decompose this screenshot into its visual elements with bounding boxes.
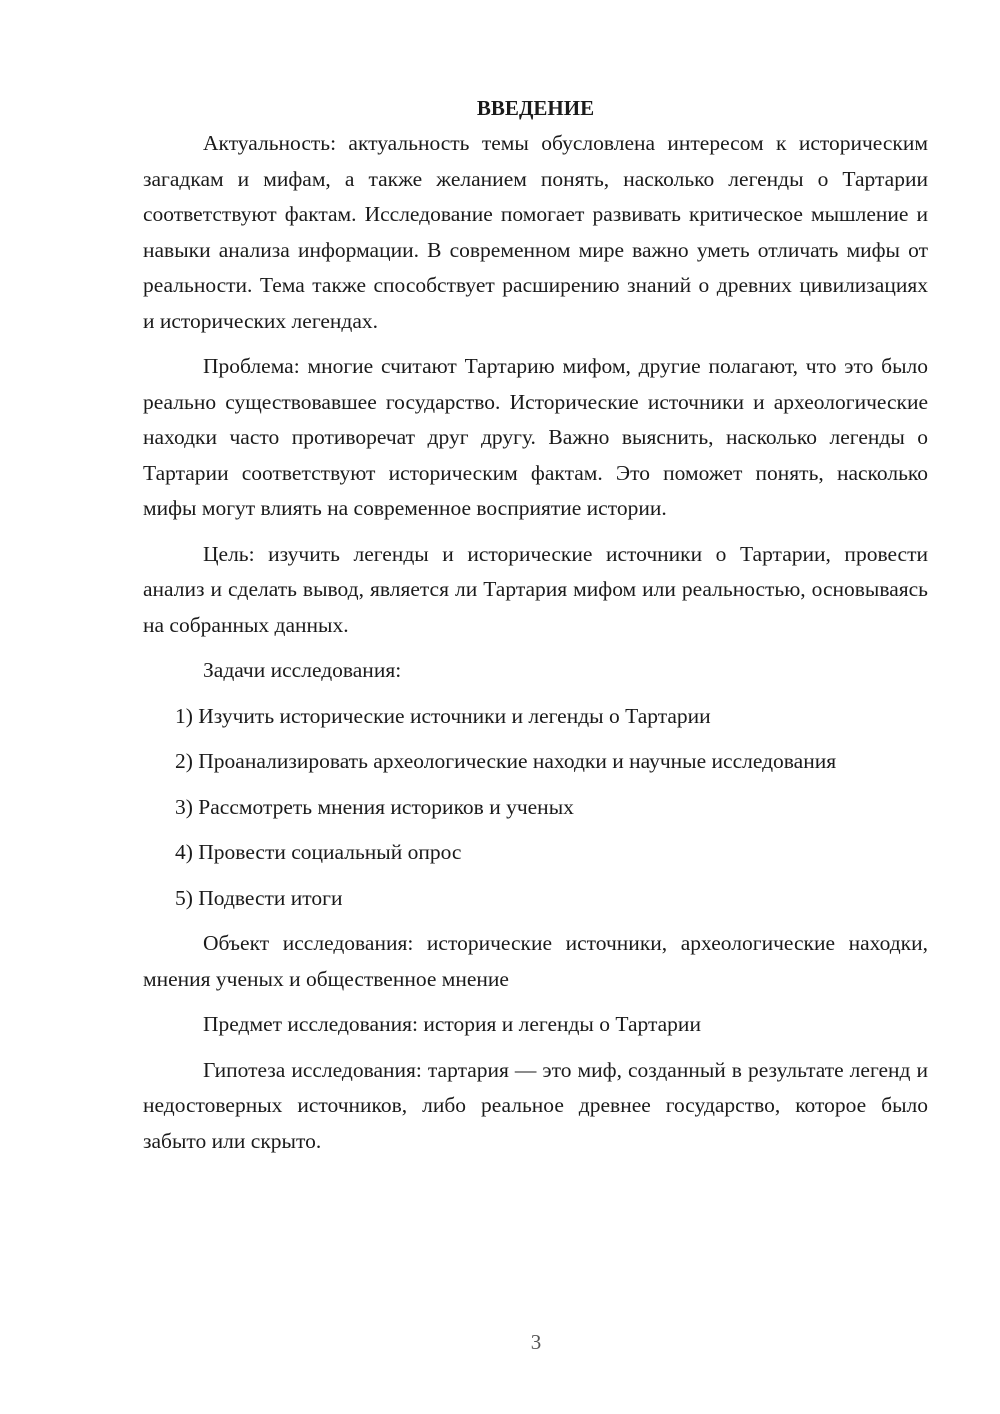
hypothesis-paragraph: Гипотеза исследования: тартария — это миф, созданный в результате легенд и недостоверных источников, либо реальное древнее государство, которое было забыто или скрыто. bbox=[143, 1057, 928, 1153]
relevance-paragraph: Актуальность: актуальность темы обусловлена интересом к историческим загадкам и мифам, а также желанием понять, насколько легенды о Тартарии соответствуют фактам. Исследование помогает развивать критическое мышление и навыки анализа информации. В современном мире важно уметь отличать мифы от реальности. Тема также способствует расширению знаний о древних цивилизациях и исторических легендах. bbox=[143, 131, 928, 333]
problem-paragraph: Проблема: многие считают Тартарию мифом, другие полагают, что это было реально существовавшее государство. Исторические источники и археологические находки часто противоречат друг другу. Важно выяснить, насколько легенды о Тартарии соответствуют историческим фактам. Это поможет понять, насколько мифы могут влиять на современное восприятие истории. bbox=[143, 354, 928, 520]
task-item-5: 5) Подвести итоги bbox=[175, 885, 343, 910]
document-body bbox=[143, 90, 928, 1169]
task-item-2: 2) Проанализировать археологические находки и научные исследования bbox=[175, 749, 837, 773]
subject-paragraph: Предмет исследования: история и легенды о Тартарии bbox=[203, 1012, 701, 1036]
task-item-4: 4) Провести социальный опрос bbox=[175, 840, 462, 864]
object-paragraph: Объект исследования: исторические источники, археологические находки, мнения ученых и общественное мнение bbox=[143, 931, 928, 991]
task-item-1: 1) Изучить исторические источники и легенды о Тартарии bbox=[175, 703, 711, 728]
tasks-heading: Задачи исследования: bbox=[203, 658, 402, 682]
document-title: ВВЕДЕНИЕ bbox=[476, 96, 595, 120]
goal-paragraph: Цель: изучить легенды и исторические источники о Тартарии, провести анализ и сделать вывод, является ли Тартария мифом или реальностью, основываясь на собранных данных. bbox=[143, 541, 928, 637]
page-number: 3 bbox=[530, 1330, 542, 1354]
task-item-3: 3) Рассмотреть мнения историков и ученых bbox=[175, 794, 574, 819]
